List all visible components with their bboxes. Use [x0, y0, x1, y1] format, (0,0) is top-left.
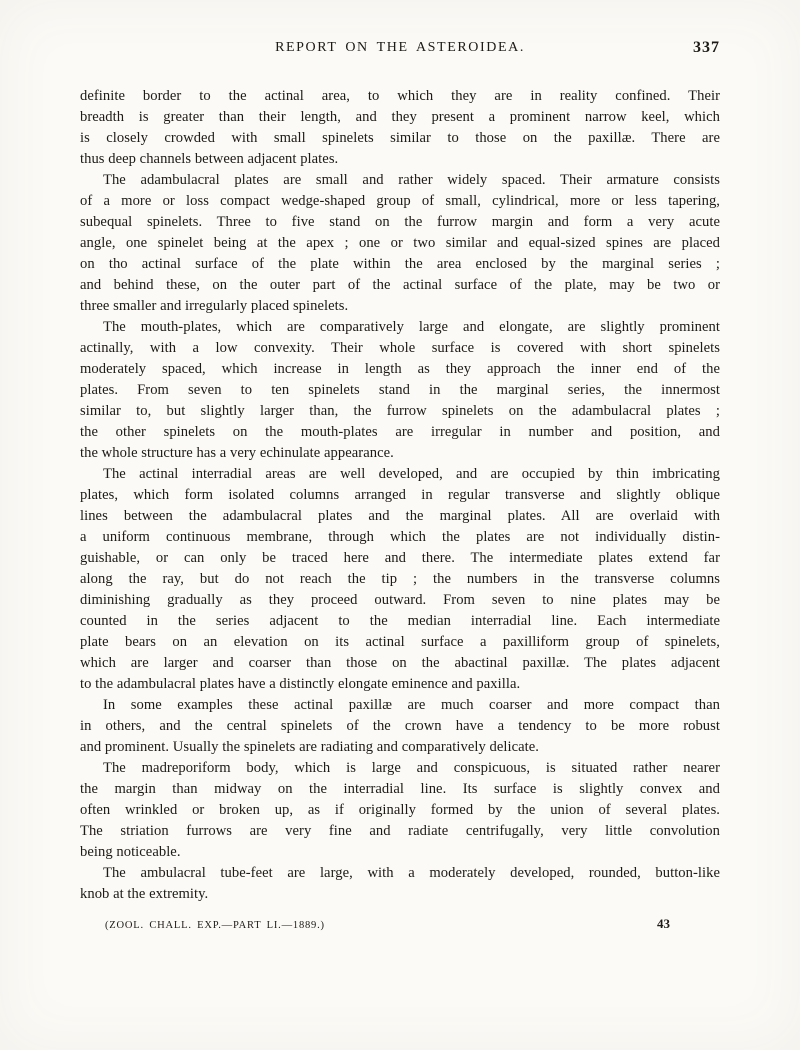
text-line: The actinal interradial areas are well developed, and are occupied by thin imbricating	[103, 466, 720, 482]
text-line: The striation furrows are very fine and radiate centrifugally, very little convolution	[80, 823, 720, 839]
body-paragraph	[80, 863, 720, 905]
footer-sheet-number: 43	[657, 916, 670, 931]
text-line: on tho actinal surface of the plate within the area enclosed by the marginal series ;	[80, 256, 720, 272]
text-line: diminishing gradually as they proceed outward. From seven to nine plates may be	[80, 592, 720, 608]
page-footer	[80, 916, 720, 932]
text-block	[80, 40, 720, 932]
text-line: of a more or loss compact wedge-shaped group of small, cylindrical, more or less tapering,	[80, 193, 720, 209]
text-line: is closely crowded with small spinelets similar to those on the paxillæ. There are	[80, 130, 720, 146]
text-line: The adambulacral plates are small and rather widely spaced. Their armature consists	[103, 172, 720, 188]
text-line: The madreporiform body, which is large and conspicuous, is situated rather nearer	[103, 760, 720, 776]
page-number: 337	[693, 39, 720, 56]
body-paragraph	[80, 86, 720, 170]
text-line: counted in the series adjacent to the median interradial line. Each intermediate	[80, 613, 720, 629]
text-line: plates. From seven to ten spinelets stand in the marginal series, the innermost	[80, 382, 720, 398]
body-paragraph	[80, 695, 720, 758]
text-line: breadth is greater than their length, and they present a prominent narrow keel, which	[80, 109, 720, 125]
footer-signature-line: (ZOOL. CHALL. EXP.—PART LI.—1889.)	[105, 920, 325, 931]
text-line: subequal spinelets. Three to five stand on the furrow margin and form a very acute	[80, 214, 720, 230]
text-line: The mouth-plates, which are comparatively large and elongate, are slightly prominent	[103, 319, 720, 335]
text-line: and behind these, on the outer part of the actinal surface of the plate, may be two or	[80, 277, 720, 293]
text-line: to the adambulacral plates have a distinctly elongate eminence and paxilla.	[80, 676, 521, 692]
text-line: similar to, but slightly larger than, the furrow spinelets on the adambulacral plates ;	[80, 403, 720, 419]
page-body	[80, 86, 720, 905]
body-paragraph	[80, 170, 720, 317]
running-header	[80, 40, 720, 58]
text-line: In some examples these actinal paxillæ are much coarser and more compact than	[103, 697, 720, 713]
text-line: plate bears on an elevation on its actinal surface a paxilliform group of spinelets,	[80, 634, 720, 650]
body-paragraph	[80, 758, 720, 863]
text-line: being noticeable.	[80, 844, 181, 860]
text-line: the other spinelets on the mouth-plates are irregular in number and position, and	[80, 424, 720, 440]
text-line: knob at the extremity.	[80, 886, 209, 902]
body-paragraph	[80, 464, 720, 695]
text-line: angle, one spinelet being at the apex ; one or two similar and equal-sized spines are placed	[80, 235, 720, 251]
text-line: along the ray, but do not reach the tip ; the numbers in the transverse columns	[80, 571, 720, 587]
text-line: often wrinkled or broken up, as if originally formed by the union of several plates.	[80, 802, 720, 818]
text-line: which are larger and coarser than those on the abactinal paxillæ. The plates adjacent	[80, 655, 720, 671]
running-header-title: REPORT ON THE ASTEROIDEA.	[275, 40, 525, 55]
text-line: moderately spaced, which increase in length as they approach the inner end of the	[80, 361, 720, 377]
text-line: lines between the adambulacral plates and the marginal plates. All are overlaid with	[80, 508, 720, 524]
text-line: actinally, with a low convexity. Their whole surface is covered with short spinelets	[80, 340, 720, 356]
text-line: thus deep channels between adjacent plates.	[80, 151, 339, 167]
text-line: the whole structure has a very echinulate appearance.	[80, 445, 394, 461]
text-line: the margin than midway on the interradial line. Its surface is slightly convex and	[80, 781, 720, 797]
body-paragraph	[80, 317, 720, 464]
text-line: plates, which form isolated columns arranged in regular transverse and slightly oblique	[80, 487, 720, 503]
text-line: a uniform continuous membrane, through which the plates are not individually distin-	[80, 529, 720, 545]
text-line: in others, and the central spinelets of the crown have a tendency to be more robust	[80, 718, 720, 734]
text-line: and prominent. Usually the spinelets are radiating and comparatively delicate.	[80, 739, 539, 755]
text-line: guishable, or can only be traced here and there. The intermediate plates extend far	[80, 550, 720, 566]
text-line: The ambulacral tube-feet are large, with a moderately developed, rounded, button-like	[103, 865, 720, 881]
text-line: definite border to the actinal area, to which they are in reality confined. Their	[80, 88, 720, 104]
text-line: three smaller and irregularly placed spinelets.	[80, 298, 349, 314]
